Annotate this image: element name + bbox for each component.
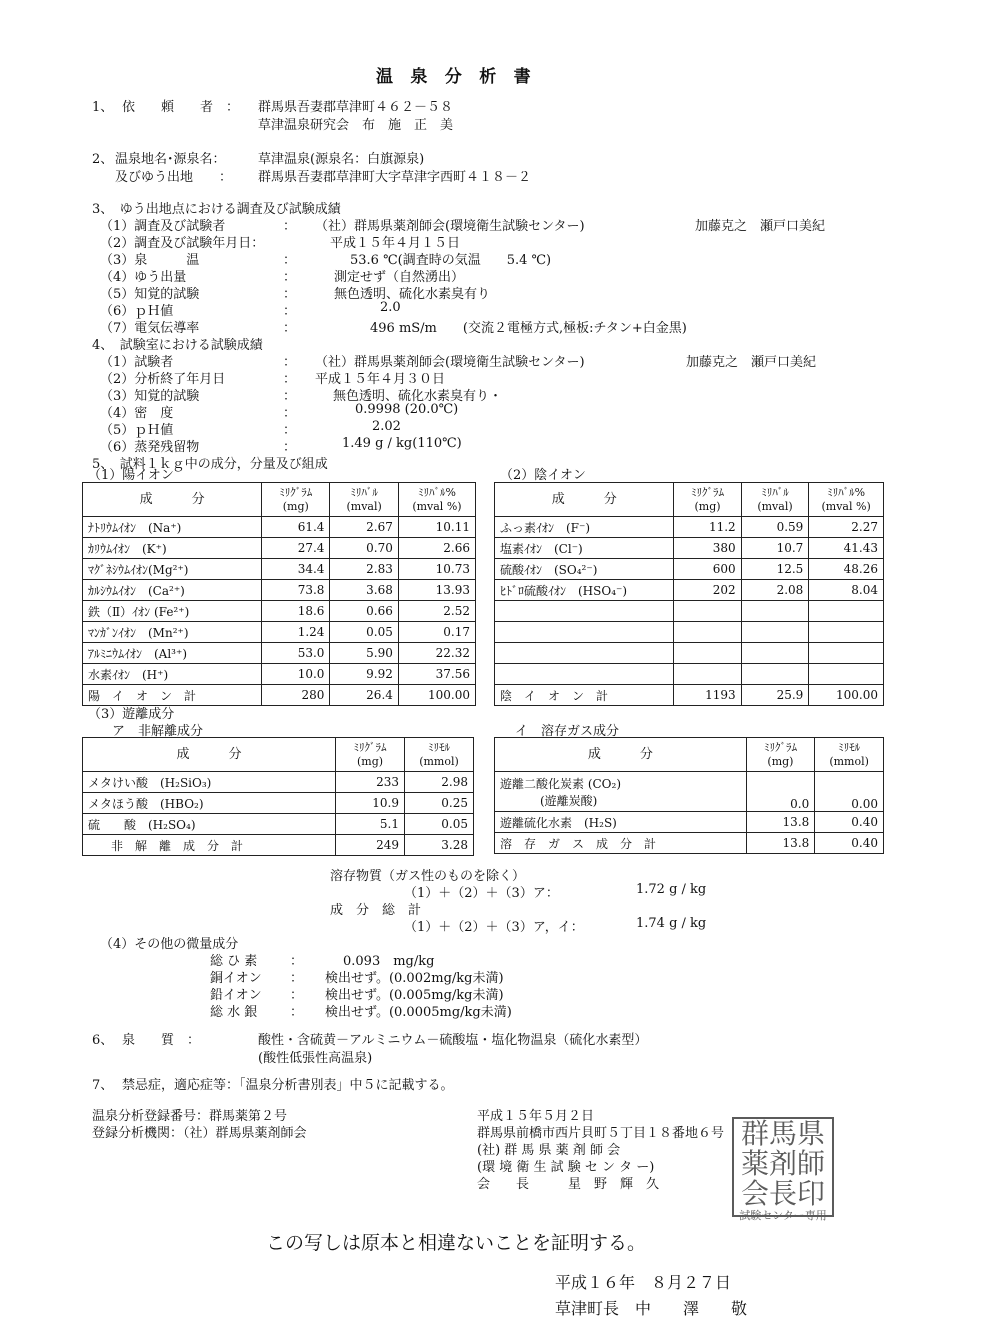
cell-pct: 48.26 — [809, 559, 884, 580]
s4-row-label: （1）試験者 — [100, 355, 174, 370]
s5-heading: 5、 試料１ｋｇ中の成分，分量及び組成 — [92, 457, 328, 472]
trace-value: 0.093 mg/kg — [343, 954, 435, 969]
cell-name: ｱﾙﾐﾆｳﾑｲｵﾝ (Al³⁺) — [83, 643, 262, 664]
cell-mval: 12.5 — [741, 559, 809, 580]
trace-name: 鉛イオン — [210, 988, 262, 1003]
table-row — [495, 812, 884, 833]
cell-total-mval: 26.4 — [330, 685, 398, 706]
col-header-pct — [398, 483, 475, 517]
cell-name: 塩素ｲｵﾝ (Cl⁻) — [495, 538, 674, 559]
table-header-row — [83, 738, 474, 772]
cell-mg: 600 — [674, 559, 741, 580]
anion-table — [494, 482, 884, 706]
cell-mval — [741, 622, 809, 643]
s3-row-value: 53.6 ℃(調査時の気温 5.4 ℃) — [350, 253, 552, 268]
registration-number: 温泉分析登録番号：群馬薬第２号 — [92, 1109, 288, 1124]
trace-value: 検出せず。(0.005mg/kg未満) — [325, 988, 504, 1003]
s3-row-label: （6）ｐＨ値 — [100, 304, 174, 319]
s1-label: 依 頼 者 ： — [122, 100, 240, 115]
cell-name: 鉄（Ⅱ）ｲｵﾝ (Fe²⁺) — [83, 601, 262, 622]
cation-caption: （1）陽イオン — [88, 468, 174, 483]
cell-mg: 61.4 — [262, 517, 330, 538]
table-row — [83, 643, 476, 664]
cell-total-mmol: 0.40 — [815, 833, 884, 854]
cell-mmol: 0.25 — [405, 793, 474, 814]
cell-name — [495, 772, 747, 812]
cell-mval: 0.66 — [330, 601, 398, 622]
cell-mg: 202 — [674, 580, 741, 601]
cell-total-mg: 249 — [336, 835, 405, 856]
trace-colon: ： — [290, 954, 304, 969]
cell-total-name: 非 解 離 成 分 計 — [83, 835, 336, 856]
s4-row-value: 0.9998 (20.0℃) — [355, 402, 459, 417]
table-row — [83, 664, 476, 685]
cell-mg — [674, 622, 741, 643]
cell-mval: 2.08 — [741, 580, 809, 601]
s4-row-label: （3）知覚的試験 — [100, 389, 200, 404]
col-header-mval — [741, 483, 809, 517]
s6-value2: (酸性低張性高温泉) — [258, 1051, 373, 1066]
cell-total-mg: 280 — [262, 685, 330, 706]
s4-row-colon: ： — [283, 389, 297, 404]
table-row — [495, 538, 884, 559]
table-row — [495, 559, 884, 580]
trace-value: 検出せず。(0.002mg/kg未満) — [325, 971, 504, 986]
cation-table — [82, 482, 476, 706]
gas-table — [494, 737, 884, 854]
s2-label1: 温泉地名･源泉名： — [115, 152, 226, 167]
cell-pct: 8.04 — [809, 580, 884, 601]
s3-row-label: （3）泉 温 — [100, 253, 200, 268]
cell-name: ｶﾘｳﾑｲｵﾝ (K⁺) — [83, 538, 262, 559]
s3-row-label: （2）調査及び試験年月日： — [100, 236, 265, 251]
s2-value2: 群馬県吾妻郡草津町大字草津字西町４１８－２ — [258, 170, 532, 185]
cell-total-mg: 13.8 — [746, 833, 815, 854]
issuer-address: 群馬県前橋市西片貝町５丁目１８番地６号 — [477, 1126, 725, 1141]
dissolved-value: 1.72 g / kg — [636, 882, 707, 897]
col-header-component: 成 分 — [83, 483, 262, 517]
s3-row-colon: ： — [283, 219, 297, 234]
cell-mg: 5.1 — [336, 814, 405, 835]
cell-name-line1: 遊離二酸化炭素 (CO₂) — [500, 776, 622, 791]
page-title: 温 泉 分 析 書 — [376, 67, 531, 87]
seal-line3: 会長印 — [740, 1177, 825, 1210]
seal-line4: 試験センター専用 — [739, 1209, 827, 1222]
total-label: 成 分 総 計 — [330, 903, 422, 918]
table-header-row — [83, 483, 476, 517]
s1-address: 群馬県吾妻郡草津町４６２－５８ — [258, 100, 454, 115]
s3-row-colon: ： — [283, 253, 297, 268]
cell-pct: 2.52 — [398, 601, 475, 622]
cell-name — [495, 622, 674, 643]
table-row — [83, 601, 476, 622]
cell-total-name: 陽 イ オ ン 計 — [83, 685, 262, 706]
cell-name — [495, 643, 674, 664]
s3-row-extra: 加藤克之 瀬戸口美紀 — [695, 219, 826, 234]
registration-org: 登録分析機関：（社）群馬県薬剤師会 — [92, 1126, 307, 1141]
s3-row-colon: ： — [283, 287, 297, 302]
cell-mg: 18.6 — [262, 601, 330, 622]
seal-line1: 群馬県 — [740, 1117, 825, 1150]
s3-row-value: 平成１５年４月１５日 — [330, 236, 461, 251]
s3-row-value: 測定せず（自然湧出） — [334, 270, 465, 285]
s4-row-colon: ： — [283, 440, 297, 455]
cell-pct: 2.27 — [809, 517, 884, 538]
cell-pct — [809, 664, 884, 685]
certification-statement: この写しは原本と相違ないことを証明する。 — [266, 1232, 647, 1254]
cell-mg: 233 — [336, 772, 405, 793]
s4-row-value: 2.02 — [372, 419, 401, 434]
table-row — [495, 643, 884, 664]
s4-row-value: 平成１５年４月３０日 — [315, 372, 446, 387]
trace-value: 検出せず。(0.0005mg/kg未満) — [325, 1005, 512, 1020]
nondiss-caption: ア 非解離成分 — [112, 724, 204, 739]
issuer-org: (社) 群 馬 県 薬 剤 師 会 — [477, 1143, 621, 1158]
trace-colon: ： — [290, 1005, 304, 1020]
col-header-mval — [330, 483, 398, 517]
cell-mg: 0.0 — [746, 772, 815, 812]
s4-heading: 4、 試験室における試験成績 — [92, 338, 263, 353]
cell-name: ふっ素ｲｵﾝ (F⁻) — [495, 517, 674, 538]
s4-row-label: （2）分析終了年月日 — [100, 372, 226, 387]
cell-total-pct: 100.00 — [398, 685, 475, 706]
table-row — [83, 559, 476, 580]
s6-value1: 酸性・含硫黄－アルミニウム－硫酸塩・塩化物温泉（硫化水素型） — [258, 1033, 648, 1048]
cell-mval: 9.92 — [330, 664, 398, 685]
cell-mg: 53.0 — [262, 643, 330, 664]
cell-mg: 11.2 — [674, 517, 741, 538]
col-header-mmol — [815, 738, 884, 772]
dissolved-label: 溶存物質（ガス性のものを除く） — [330, 869, 526, 884]
col-header-mmol-ja: ﾐﾘﾓﾙ — [838, 740, 861, 754]
cell-pct: 22.32 — [398, 643, 475, 664]
col-header-mg-unit: (mg) — [282, 499, 309, 513]
col-header-mg — [262, 483, 330, 517]
cell-mmol: 0.00 — [815, 772, 884, 812]
col-header-pct — [809, 483, 884, 517]
cell-mg: 10.9 — [336, 793, 405, 814]
col-header-mmol-unit: (mmol) — [829, 754, 869, 768]
trace-colon: ： — [290, 988, 304, 1003]
s3-row-value: 2.0 — [380, 300, 401, 315]
s4-row-value: 無色透明、硫化水素臭有り・ — [333, 389, 503, 404]
col-header-component: 成 分 — [495, 738, 747, 772]
s2-number: 2、 — [92, 152, 114, 167]
table-total-row — [495, 833, 884, 854]
cell-mval: 10.7 — [741, 538, 809, 559]
col-header-mg-unit: (mg) — [767, 754, 794, 768]
total-formula: （1）＋（2）＋（3）ア，イ： — [404, 920, 584, 935]
trace-colon: ： — [290, 971, 304, 986]
cell-mval: 0.05 — [330, 622, 398, 643]
col-header-mg-ja: ﾐﾘｸﾞﾗﾑ — [763, 740, 797, 754]
col-header-mmol — [405, 738, 474, 772]
s4-row-label: （6）蒸発残留物 — [100, 440, 200, 455]
official-seal — [732, 1117, 834, 1222]
cell-mmol: 0.05 — [405, 814, 474, 835]
table-row — [495, 622, 884, 643]
cell-mval — [741, 664, 809, 685]
cell-mval: 2.83 — [330, 559, 398, 580]
col-header-pct-unit: (mval %) — [412, 499, 462, 513]
col-header-mg-ja: ﾐﾘｸﾞﾗﾑ — [691, 485, 725, 499]
s7-number: 7、 — [92, 1078, 114, 1093]
s4-row-colon: ： — [283, 372, 297, 387]
cell-mg: 73.8 — [262, 580, 330, 601]
cell-name: ｶﾙｼｳﾑｲｵﾝ (Ca²⁺) — [83, 580, 262, 601]
col-header-mval-ja: ﾐﾘﾊﾞﾙ — [350, 485, 378, 499]
s2-value1: 草津温泉(源泉名：白旗源泉) — [258, 152, 425, 167]
cell-mg: 1.24 — [262, 622, 330, 643]
table-row — [83, 538, 476, 559]
table-row — [83, 517, 476, 538]
s3-row-label: （7）電気伝導率 — [100, 321, 200, 336]
s6-number: 6、 — [92, 1033, 114, 1048]
cell-mg: 380 — [674, 538, 741, 559]
trace-name: 総 水 銀 — [210, 1005, 258, 1020]
col-header-mval-unit: (mval) — [757, 499, 793, 513]
cell-name: メタけい酸 (H₂SiO₃) — [83, 772, 336, 793]
cell-mg: 10.0 — [262, 664, 330, 685]
cell-pct — [809, 601, 884, 622]
issue-date: 平成１５年５月２日 — [477, 1109, 595, 1124]
col-header-component: 成 分 — [495, 483, 674, 517]
cell-name: 硫酸ｲｵﾝ (SO₄²⁻) — [495, 559, 674, 580]
cell-name-line2: (遊離炭酸) — [540, 793, 598, 808]
trace-name: 総 ひ 素 — [210, 954, 258, 969]
cell-name: ﾅﾄﾘｳﾑｲｵﾝ (Na⁺) — [83, 517, 262, 538]
cell-name: ﾋﾄﾞﾛ硫酸ｲｵﾝ (HSO₄⁻) — [495, 580, 674, 601]
issuer-center: (環 境 衛 生 試 験 セ ン タ ー) — [477, 1160, 655, 1175]
cell-total-name: 陰 イ オ ン 計 — [495, 685, 674, 706]
certification-date: 平成１６年 ８月２７日 — [555, 1273, 732, 1292]
cell-mmol: 0.40 — [815, 812, 884, 833]
table-row — [495, 601, 884, 622]
anion-caption: （2）陰イオン — [500, 468, 586, 483]
col-header-pct-unit: (mval %) — [821, 499, 871, 513]
col-header-mg — [746, 738, 815, 772]
col-header-pct-ja: ﾐﾘﾊﾞﾙ% — [827, 485, 866, 499]
s4-row-colon: ： — [283, 423, 297, 438]
cell-mval — [741, 643, 809, 664]
s4-row-value: 1.49 g / kg(110℃) — [342, 436, 462, 451]
s3-row-colon: ： — [283, 270, 297, 285]
table-row — [83, 622, 476, 643]
cell-pct: 13.93 — [398, 580, 475, 601]
cell-total-pct: 100.00 — [809, 685, 884, 706]
cell-mg — [674, 643, 741, 664]
s3-row-label: （5）知覚的試験 — [100, 287, 200, 302]
table-row — [83, 580, 476, 601]
cell-name: ﾏｸﾞﾈｼｳﾑｲｵﾝ(Mg²⁺) — [83, 559, 262, 580]
gas-caption: イ 溶存ガス成分 — [515, 724, 620, 739]
s3-row-colon: ： — [283, 321, 297, 336]
col-header-mg-unit: (mg) — [694, 499, 721, 513]
cell-name: メタほう酸 (HBO₂) — [83, 793, 336, 814]
cell-name: ﾏﾝｶﾞﾝｲｵﾝ (Mn²⁺) — [83, 622, 262, 643]
cell-name: 遊離硫化水素 (H₂S) — [495, 812, 747, 833]
total-value: 1.74 g / kg — [636, 916, 707, 931]
s2-label2: 及びゆう出地 ： — [115, 170, 233, 185]
cell-total-mval: 25.9 — [741, 685, 809, 706]
trace-caption: （4）その他の微量成分 — [100, 937, 239, 952]
col-header-component: 成 分 — [83, 738, 336, 772]
cell-pct — [809, 622, 884, 643]
col-header-mmol-ja: ﾐﾘﾓﾙ — [428, 740, 450, 754]
s1-number: 1、 — [92, 100, 114, 115]
cell-name: 硫 酸 (H₂SO₄) — [83, 814, 336, 835]
s3-row-value: 496 mS/m (交流２電極方式,極板:チタン+白金黒) — [370, 321, 687, 336]
free-caption: （3）遊離成分 — [88, 707, 175, 722]
s4-row-value: （社）群馬県薬剤師会(環境衛生試験センター) — [315, 355, 585, 370]
cell-total-name: 溶 存 ガ ス 成 分 計 — [495, 833, 747, 854]
s3-row-value: 無色透明、硫化水素臭有り — [334, 287, 491, 302]
table-row — [495, 517, 884, 538]
cell-name: 水素ｲｵﾝ (H⁺) — [83, 664, 262, 685]
cell-pct: 2.66 — [398, 538, 475, 559]
cell-pct: 10.73 — [398, 559, 475, 580]
cell-mval: 5.90 — [330, 643, 398, 664]
cell-mmol: 2.98 — [405, 772, 474, 793]
table-row — [83, 793, 474, 814]
issuer-head: 会 長 星 野 輝 久 — [477, 1177, 660, 1192]
s6-label: 泉 質 ： — [122, 1033, 201, 1048]
cell-pct: 37.56 — [398, 664, 475, 685]
cell-name — [495, 601, 674, 622]
s7-text: 禁忌症，適応症等：「温泉分析書別表」中５に記載する。 — [122, 1078, 454, 1093]
col-header-mval-ja: ﾐﾘﾊﾞﾙ — [761, 485, 789, 499]
cell-mg: 13.8 — [746, 812, 815, 833]
col-header-mval-unit: (mval) — [346, 499, 382, 513]
table-total-row — [83, 835, 474, 856]
cell-pct: 0.17 — [398, 622, 475, 643]
table-header-row — [495, 483, 884, 517]
col-header-mg-unit: (mg) — [356, 754, 384, 768]
col-header-mg-ja: ﾐﾘｸﾞﾗﾑ — [279, 485, 313, 499]
cell-mg — [674, 664, 741, 685]
cell-mval: 0.59 — [741, 517, 809, 538]
s3-row-value: （社）群馬県薬剤師会(環境衛生試験センター) — [315, 219, 585, 234]
s4-row-extra: 加藤克之 瀬戸口美紀 — [686, 355, 817, 370]
cell-total-mg: 1193 — [674, 685, 741, 706]
col-header-mg — [674, 483, 741, 517]
col-header-mg-ja: ﾐﾘｸﾞﾗﾑ — [353, 740, 387, 754]
col-header-pct-ja: ﾐﾘﾊﾞﾙ% — [417, 485, 456, 499]
table-row — [495, 772, 884, 812]
cell-pct: 41.43 — [809, 538, 884, 559]
cell-mval — [741, 601, 809, 622]
s4-row-colon: ： — [283, 406, 297, 421]
s4-row-label: （5）ｐＨ値 — [100, 423, 174, 438]
s3-row-label: （4）ゆう出量 — [100, 270, 187, 285]
s3-row-label: （1）調査及び試験者 — [100, 219, 226, 234]
cell-mg: 34.4 — [262, 559, 330, 580]
s4-row-colon: ： — [283, 355, 297, 370]
table-total-row — [495, 685, 884, 706]
s4-row-label: （4）密 度 — [100, 406, 174, 421]
cell-mg: 27.4 — [262, 538, 330, 559]
cell-mval: 0.70 — [330, 538, 398, 559]
col-header-mg — [336, 738, 405, 772]
table-header-row — [495, 738, 884, 772]
cell-mval: 3.68 — [330, 580, 398, 601]
table-row — [83, 772, 474, 793]
nondiss-table — [82, 737, 474, 856]
cell-name — [495, 664, 674, 685]
s3-heading: 3、 ゆう出地点における調査及び試験成績 — [92, 202, 341, 217]
cell-total-mmol: 3.28 — [405, 835, 474, 856]
s3-row-colon: ： — [283, 304, 297, 319]
s1-requester: 草津温泉研究会 布 施 正 美 — [258, 118, 454, 133]
certification-signer: 草津町長 中 澤 敬 — [555, 1299, 748, 1318]
dissolved-formula: （1）＋（2）＋（3）ア： — [404, 886, 559, 901]
col-header-mmol-unit: (mmol) — [419, 754, 459, 768]
trace-name: 銅イオン — [210, 971, 262, 986]
cell-mg — [674, 601, 741, 622]
cell-mval: 2.67 — [330, 517, 398, 538]
cell-pct — [809, 643, 884, 664]
table-row — [83, 814, 474, 835]
table-row — [495, 580, 884, 601]
table-row — [495, 664, 884, 685]
cell-pct: 10.11 — [398, 517, 475, 538]
seal-line2: 薬剤師 — [740, 1147, 825, 1180]
